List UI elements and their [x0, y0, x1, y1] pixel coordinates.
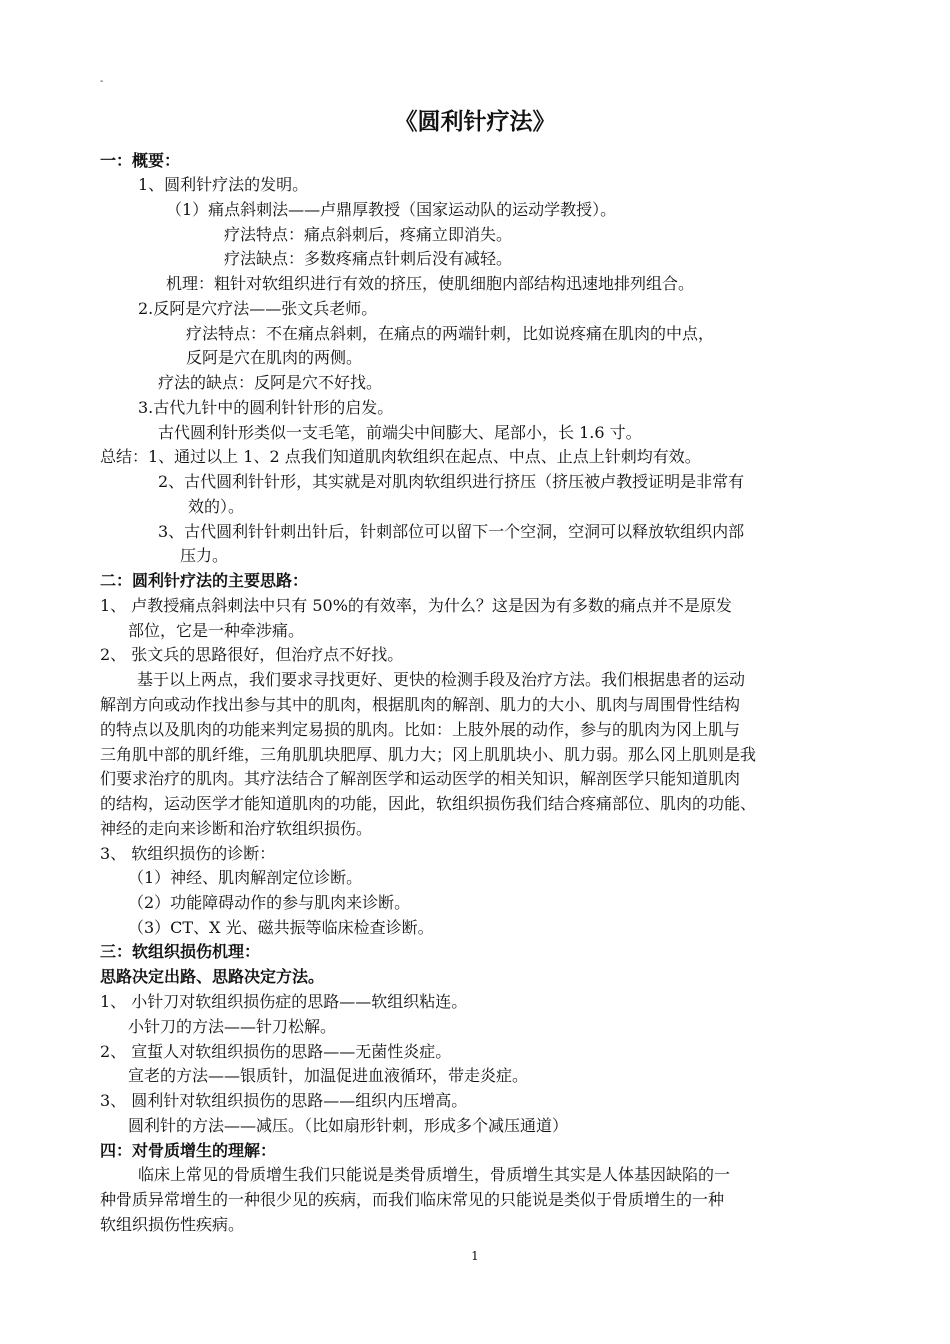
section-heading-3: 三：软组织损伤机理：	[100, 942, 261, 961]
section-heading-4: 四：对骨质增生的理解：	[100, 1141, 277, 1160]
text-line: 2、古代圆利针针形，其实就是对肌肉软组织进行挤压（挤压被卢教授证明是非常有	[158, 472, 745, 491]
section-heading-2: 二：圆利针疗法的主要思路：	[100, 571, 309, 590]
text-line: 圆利针的方法——减压。（比如扇形针刺，形成多个减压通道）	[128, 1116, 569, 1135]
text-line: 效的）。	[188, 497, 245, 516]
text-line: 部位，它是一种牵涉痛。	[128, 621, 305, 640]
page-title: 《圆利针疗法》	[394, 109, 556, 135]
text-line: 2、 张文兵的思路很好，但治疗点不好找。	[100, 645, 404, 664]
text-line: 软组织损伤性疾病。	[100, 1215, 245, 1234]
text-line: （2）功能障碍动作的参与肌肉来诊断。	[128, 893, 411, 912]
text-line: 疗法的缺点：反阿是穴不好找。	[158, 373, 383, 392]
text-line: 3.古代九针中的圆利针针形的启发。	[138, 398, 394, 417]
text-line: 反阿是穴在肌肉的两侧。	[186, 348, 363, 367]
text-line: 2、 宣蜇人对软组织损伤的思路——无菌性炎症。	[100, 1042, 452, 1061]
text-line: 们要求治疗的肌肉。其疗法结合了解剖医学和运动医学的相关知识，解剖医学只能知道肌肉	[100, 769, 741, 788]
text-line: 1、 卢教授痛点斜刺法中只有 50%的有效率，为什么？这是因为有多数的痛点并不是原发	[100, 596, 732, 615]
text-line: 疗法特点：痛点斜刺后，疼痛立即消失。	[224, 225, 513, 244]
text-line: （3）CT、X 光、磁共振等临床检查诊断。	[128, 918, 434, 937]
text-line: 1、 小针刀对软组织损伤症的思路——软组织粘连。	[100, 992, 468, 1011]
text-line: （1）痛点斜刺法——卢鼎厚教授（国家运动队的运动学教授）。	[166, 200, 617, 219]
text-line: 3、古代圆利针针刺出针后，针刺部位可以留下一个空洞，空洞可以释放软组织内部	[158, 522, 745, 541]
text-line: 3、 圆利针对软组织损伤的思路——组织内压增高。	[100, 1091, 468, 1110]
page-number: 1	[471, 1249, 479, 1263]
text-line: （1）神经、肌肉解剖定位诊断。	[128, 868, 363, 887]
text-line: 1、圆利针疗法的发明。	[138, 175, 309, 194]
text-line: 小针刀的方法——针刀松解。	[128, 1017, 337, 1036]
top-mark: -	[100, 76, 104, 87]
text-line: 机理：粗针对软组织进行有效的挤压，使肌细胞内部结构迅速地排列组合。	[166, 274, 695, 293]
text-line: 2.反阿是穴疗法——张文兵老师。	[138, 299, 378, 318]
text-line: 解剖方向或动作找出参与其中的肌肉，根据肌肉的解剖、肌力的大小、肌肉与周围骨性结构	[100, 695, 741, 714]
section-heading-1: 一：概要：	[100, 151, 181, 170]
text-line: 宣老的方法——银质针，加温促进血液循环，带走炎症。	[128, 1066, 529, 1085]
text-line: 疗法缺点：多数疼痛点针刺后没有减轻。	[224, 249, 513, 268]
text-line: 的结构，运动医学才能知道肌肉的功能，因此，软组织损伤我们结合疼痛部位、肌肉的功能、	[100, 794, 757, 813]
text-line: 的特点以及肌肉的功能来判定易损的肌肉。比如：上肢外展的动作，参与的肌肉为冈上肌与	[100, 720, 741, 739]
text-line: 基于以上两点，我们要求寻找更好、更快的检测手段及治疗方法。我们根据患者的运动	[137, 670, 746, 689]
text-line: 临床上常见的骨质增生我们只能说是类骨质增生，骨质增生其实是人体基因缺陷的一	[138, 1165, 731, 1184]
subheading: 思路决定出路、思路决定方法。	[100, 967, 325, 986]
text-line: 3、 软组织损伤的诊断：	[100, 844, 276, 863]
text-line: 神经的走向来诊断和治疗软组织损伤。	[100, 819, 373, 838]
text-line: 总结：1、通过以上 1、2 点我们知道肌肉软组织在起点、中点、止点上针刺均有效。	[100, 447, 701, 466]
text-line: 古代圆利针形类似一支毛笔，前端尖中间膨大、尾部小，长 1.6 寸。	[158, 423, 642, 442]
text-line: 疗法特点：不在痛点斜刺，在痛点的两端针刺，比如说疼痛在肌肉的中点，	[186, 324, 715, 343]
text-line: 三角肌中部的肌纤维，三角肌肌块肥厚、肌力大；冈上肌肌块小、肌力弱。那么冈上肌则是我	[100, 745, 757, 764]
text-line: 压力。	[180, 546, 229, 565]
text-line: 种骨质异常增生的一种很少见的疾病，而我们临床常见的只能说是类似于骨质增生的一种	[100, 1190, 725, 1209]
